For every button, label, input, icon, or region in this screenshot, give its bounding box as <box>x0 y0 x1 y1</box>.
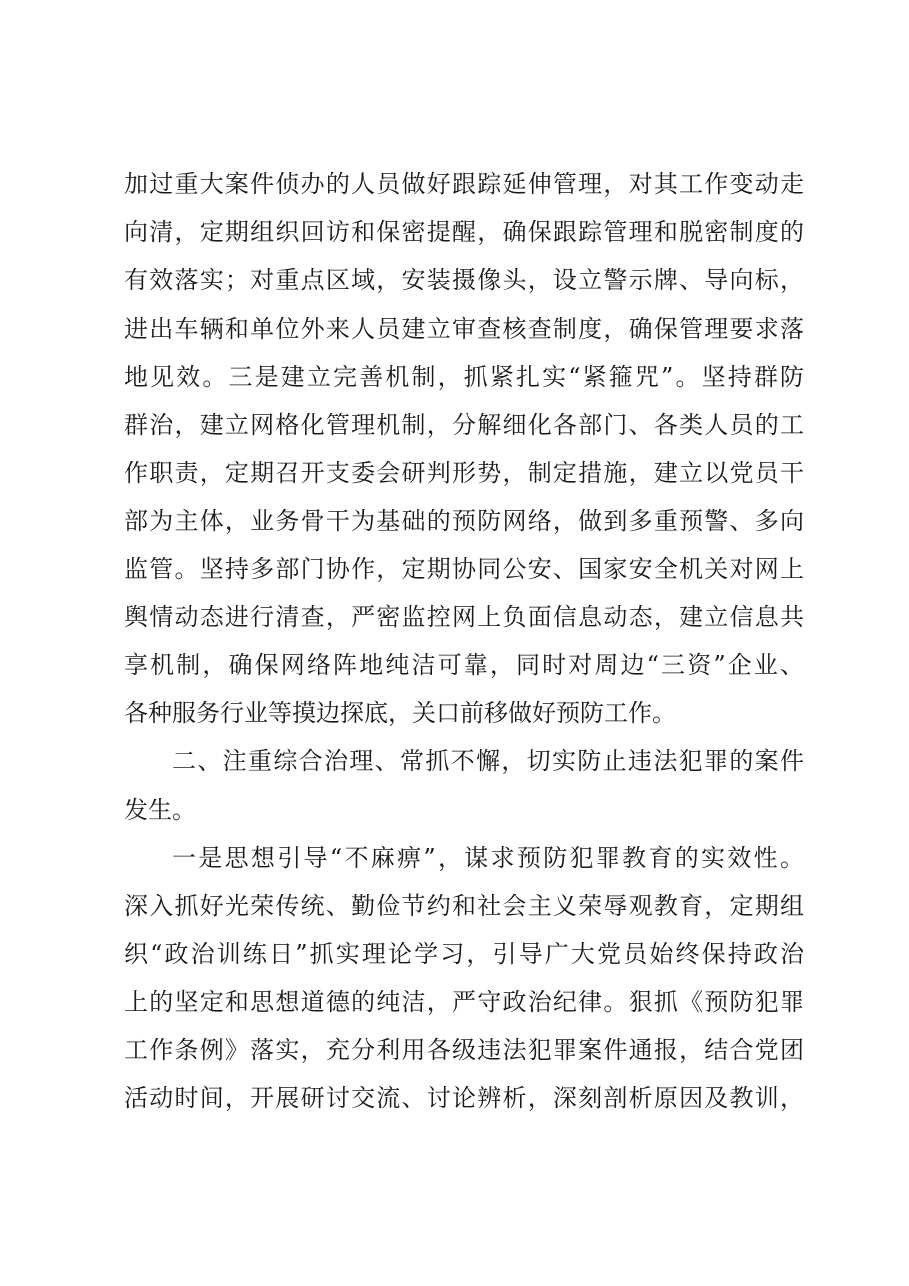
text-line: 群治，建立网格化管理机制，分解细化各部门、各类人员的工 <box>124 411 804 439</box>
text-line: 深入抓好光荣传统、勤俭节约和社会主义荣辱观教育，定期组 <box>124 892 804 920</box>
text-line: 作职责，定期召开支委会研判形势，制定措施，建立以党员干 <box>124 459 804 487</box>
text-line: 工作条例》落实，充分利用各级违法犯罪案件通报，结合党团 <box>124 1036 804 1064</box>
text-line: 监管。坚持多部门协作，定期协同公安、国家安全机关对网上 <box>124 555 804 583</box>
text-line: 织“政治训练日”抓实理论学习，引导广大党员始终保持政治 <box>124 940 804 968</box>
text-line: 舆情动态进行清查，严密监控网上负面信息动态，建立信息共 <box>124 603 804 631</box>
text-line: 上的坚定和思想道德的纯洁，严守政治纪律。狠抓《预防犯罪 <box>124 988 804 1016</box>
text-line: 各种服务行业等摸边探底，关口前移做好预防工作。 <box>124 699 676 727</box>
text-line: 有效落实；对重点区域，安装摄像头，设立警示牌、导向标， <box>124 266 804 294</box>
text-line: 进出车辆和单位外来人员建立审查核查制度，确保管理要求落 <box>124 315 804 343</box>
section-heading-line: 二、注重综合治理、常抓不懈，切实防止违法犯罪的案件 <box>172 747 804 775</box>
text-line: 活动时间，开展研讨交流、讨论辨析，深刻剖析原因及教训， <box>124 1084 804 1112</box>
text-line: 向清，定期组织回访和保密提醒，确保跟踪管理和脱密制度的 <box>124 218 804 246</box>
text-line: 地见效。三是建立完善机制，抓紧扎实“紧箍咒”。坚持群防 <box>124 363 804 391</box>
paragraph-first-line: 一是思想引导“不麻痹”，谋求预防犯罪教育的实效性。 <box>172 844 804 872</box>
text-line: 加过重大案件侦办的人员做好跟踪延伸管理，对其工作变动走 <box>124 170 804 198</box>
text-line: 部为主体，业务骨干为基础的预防网络，做到多重预警、多向 <box>124 507 804 535</box>
section-heading-line: 发生。 <box>124 796 196 824</box>
text-line: 享机制，确保网络阵地纯洁可靠，同时对周边“三资”企业、 <box>124 651 804 679</box>
